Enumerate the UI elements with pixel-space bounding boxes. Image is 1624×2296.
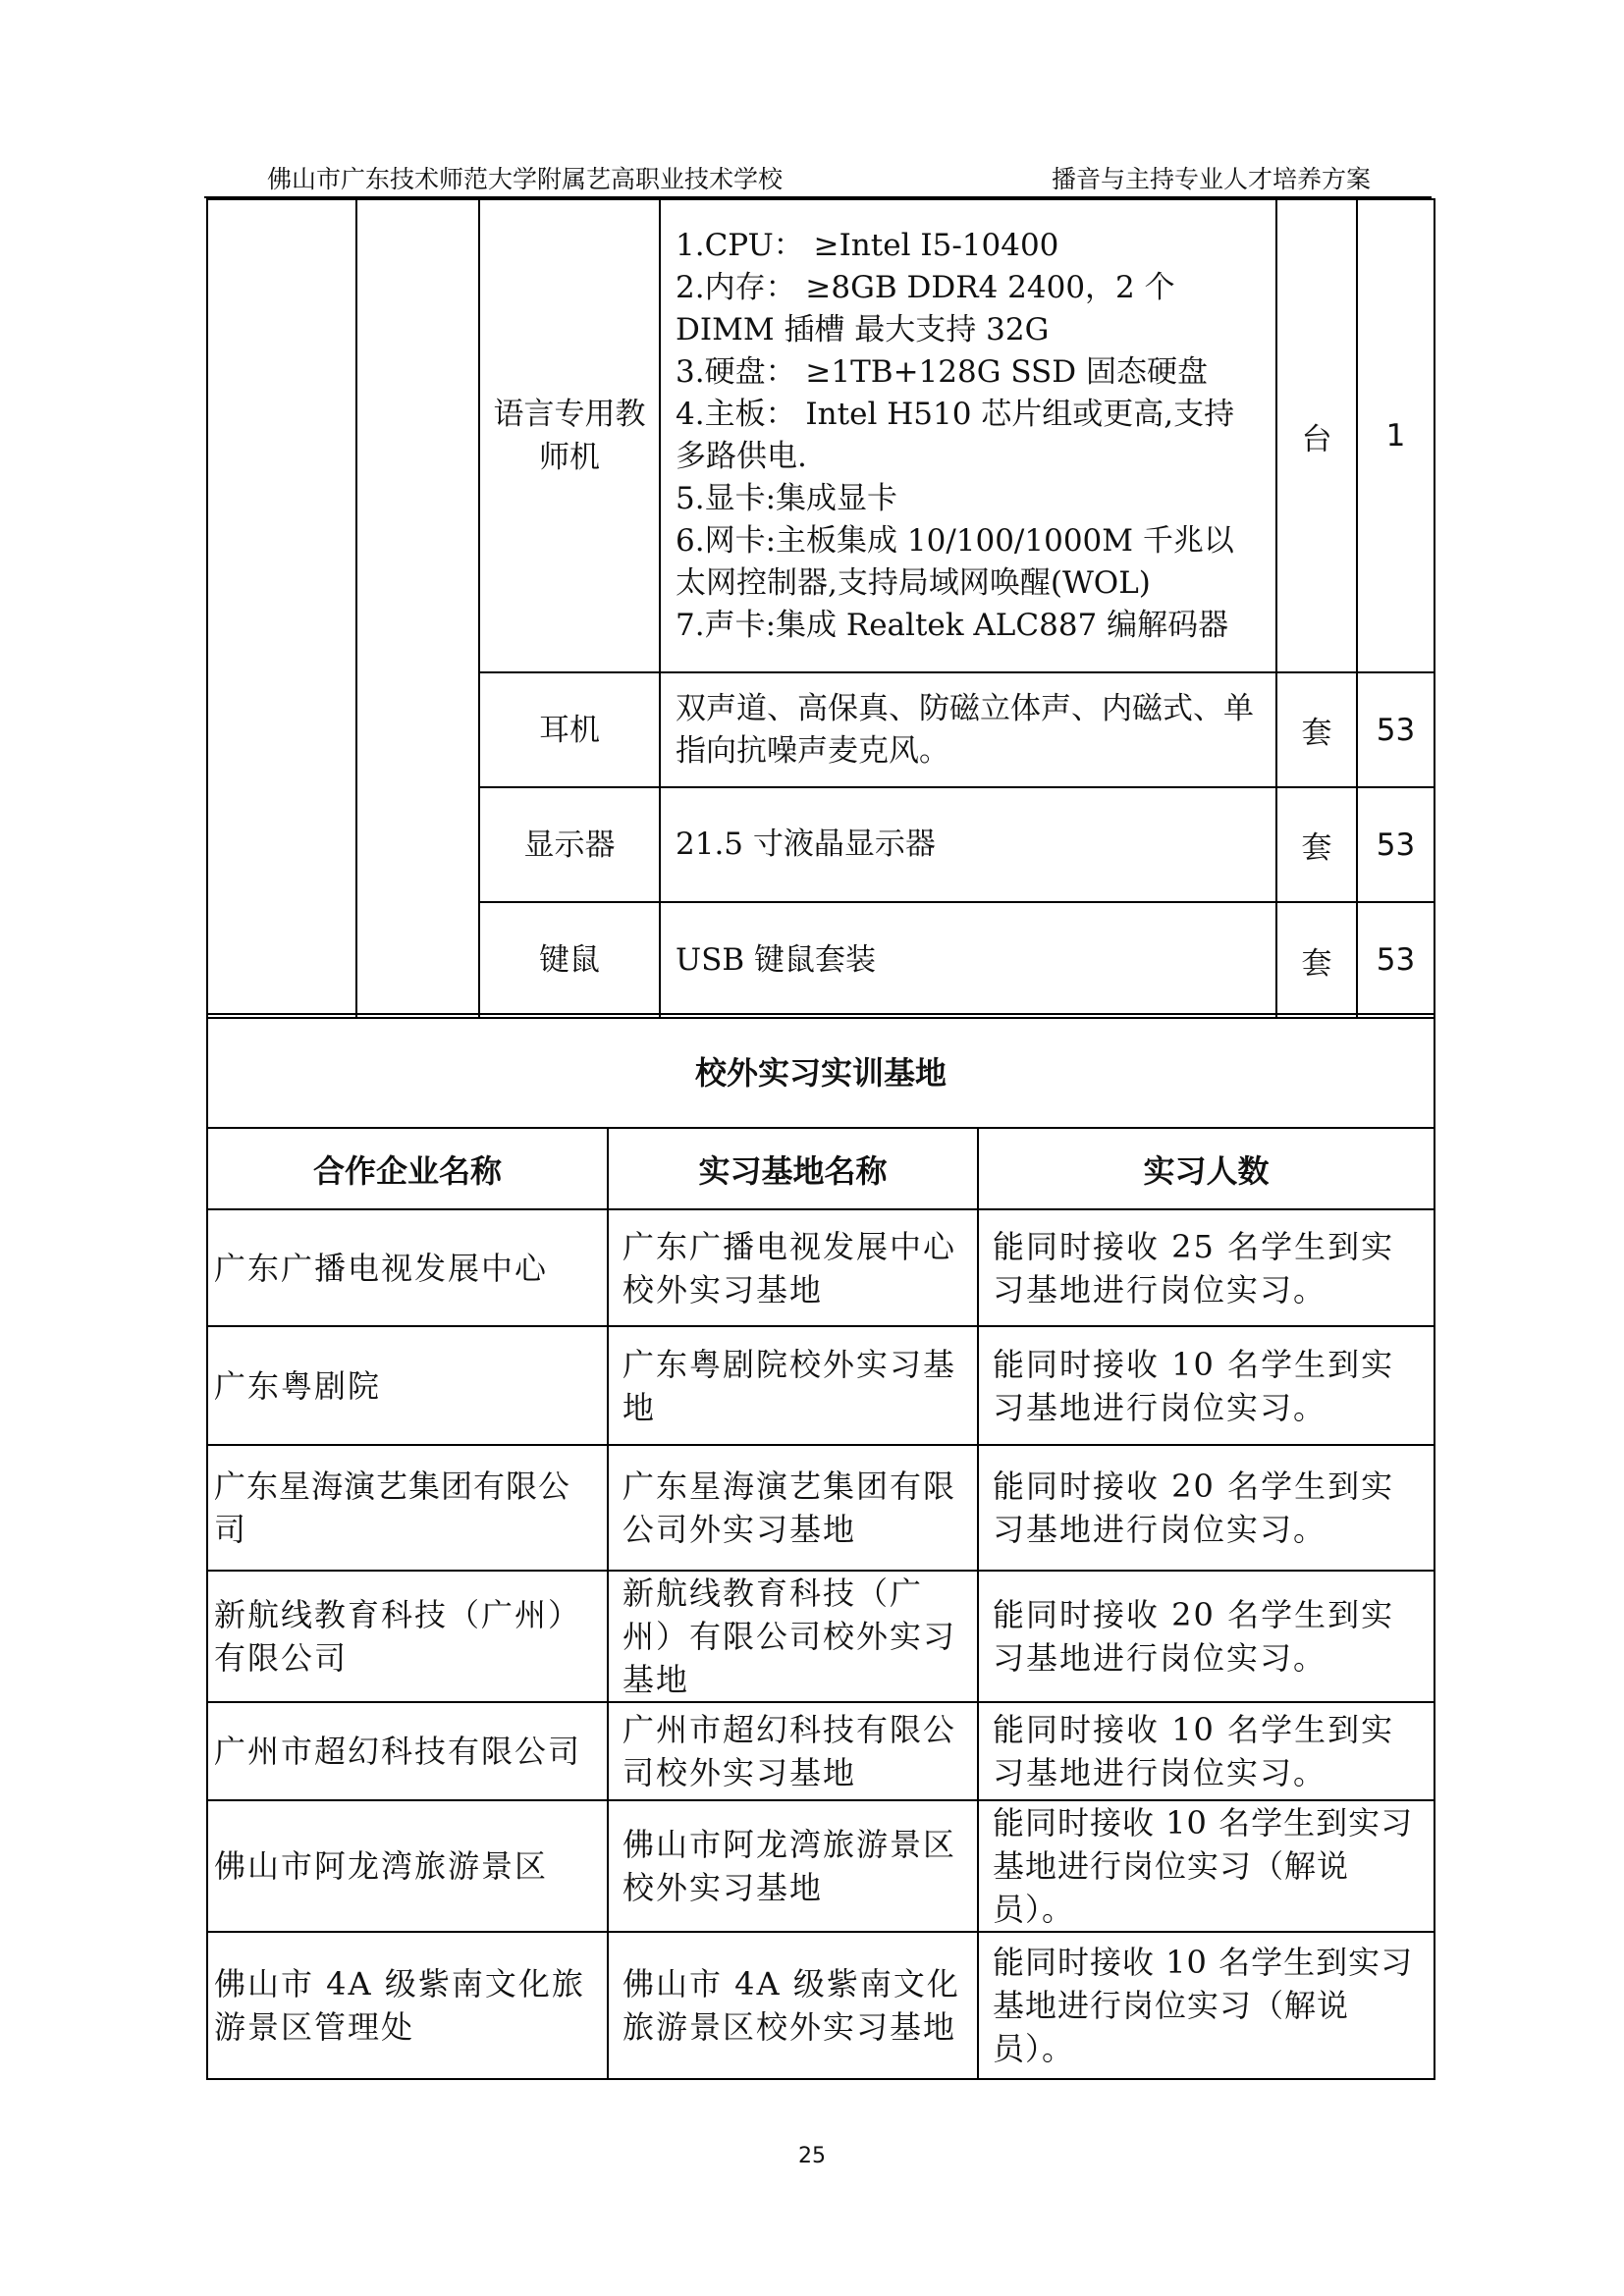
table-header-row <box>207 1128 1435 1209</box>
company-name: 广东广播电视发展中心 <box>207 1209 608 1326</box>
company-name: 佛山市阿龙湾旅游景区 <box>207 1800 608 1932</box>
equipment-qty: 53 <box>1357 902 1435 1018</box>
company-name: 佛山市 4A 级紫南文化旅游景区管理处 <box>207 1932 608 2079</box>
intern-capacity: 能同时接收 10 名学生到实习基地进行岗位实习。 <box>978 1702 1435 1800</box>
intern-capacity: 能同时接收 10 名学生到实习基地进行岗位实习（解说员）。 <box>978 1800 1435 1932</box>
equipment-unit: 台 <box>1276 199 1357 672</box>
equipment-unit: 套 <box>1276 787 1357 902</box>
column-header: 实习人数 <box>978 1128 1435 1209</box>
equipment-spec: 双声道、高保真、防磁立体声、内磁式、单指向抗噪声麦克风。 <box>660 672 1276 787</box>
spec-line: 4.主板： Intel H510 芯片组或更高,支持多路供电. <box>676 397 1235 474</box>
column-header: 实习基地名称 <box>608 1128 978 1209</box>
spec-line: 6.网卡:主板集成 10/100/1000M 千兆以太网控制器,支持局域网唤醒(WOL) <box>676 523 1234 601</box>
company-name: 广州市超幻科技有限公司 <box>207 1702 608 1800</box>
company-name: 广东星海演艺集团有限公司 <box>207 1445 608 1571</box>
equipment-spec: 21.5 寸液晶显示器 <box>660 787 1276 902</box>
base-name: 广东粤剧院校外实习基地 <box>608 1326 978 1445</box>
spec-line: 3.硬盘： ≥1TB+128G SSD 固态硬盘 <box>676 354 1208 390</box>
spec-line: 5.显卡:集成显卡 <box>676 481 898 516</box>
base-name: 广州市超幻科技有限公司校外实习基地 <box>608 1702 978 1800</box>
table-row <box>207 199 1435 672</box>
intern-capacity: 能同时接收 10 名学生到实习基地进行岗位实习（解说员）。 <box>978 1932 1435 2079</box>
table-row <box>207 1702 1435 1800</box>
table-row <box>207 1445 1435 1571</box>
spec-line: 2.内存： ≥8GB DDR4 2400，2 个 DIMM 插槽 最大支持 32G <box>676 270 1175 347</box>
equipment-qty: 1 <box>1357 199 1435 672</box>
equipment-unit: 套 <box>1276 902 1357 1018</box>
equipment-qty: 53 <box>1357 672 1435 787</box>
base-name: 广东广播电视发展中心校外实习基地 <box>608 1209 978 1326</box>
equipment-table <box>206 198 1435 1019</box>
intern-capacity: 能同时接收 20 名学生到实习基地进行岗位实习。 <box>978 1445 1435 1571</box>
equipment-unit: 套 <box>1276 672 1357 787</box>
table-row <box>207 1571 1435 1702</box>
equipment-name: 键鼠 <box>479 902 660 1018</box>
internship-base-table <box>206 1013 1435 2080</box>
spec-line: 1.CPU： ≥Intel I5-10400 <box>676 228 1059 263</box>
header-document-title: 播音与主持专业人才培养方案 <box>1051 165 1371 193</box>
spec-line: 7.声卡:集成 Realtek ALC887 编解码器 <box>676 608 1229 643</box>
equipment-name: 耳机 <box>479 672 660 787</box>
table-row <box>207 1932 1435 2079</box>
table-row <box>207 1800 1435 1932</box>
intern-capacity: 能同时接收 20 名学生到实习基地进行岗位实习。 <box>978 1571 1435 1702</box>
equipment-qty: 53 <box>1357 787 1435 902</box>
base-name: 新航线教育科技（广州）有限公司校外实习基地 <box>608 1571 978 1702</box>
company-name: 新航线教育科技（广州）有限公司 <box>207 1571 608 1702</box>
intern-capacity: 能同时接收 25 名学生到实习基地进行岗位实习。 <box>978 1209 1435 1326</box>
table-row <box>207 1209 1435 1326</box>
base-name: 佛山市 4A 级紫南文化旅游景区校外实习基地 <box>608 1932 978 2079</box>
base-name: 广东星海演艺集团有限公司外实习基地 <box>608 1445 978 1571</box>
equipment-name: 语言专用教师机 <box>479 199 660 672</box>
section-title: 校外实习实训基地 <box>207 1014 1435 1128</box>
table-row <box>207 1014 1435 1128</box>
column-header: 合作企业名称 <box>207 1128 608 1209</box>
equipment-spec <box>660 199 1276 672</box>
company-name: 广东粤剧院 <box>207 1326 608 1445</box>
page-number: 25 <box>798 2144 826 2168</box>
intern-capacity: 能同时接收 10 名学生到实习基地进行岗位实习。 <box>978 1326 1435 1445</box>
base-name: 佛山市阿龙湾旅游景区校外实习基地 <box>608 1800 978 1932</box>
table-row <box>207 1326 1435 1445</box>
header-school-name: 佛山市广东技术师范大学附属艺高职业技术学校 <box>267 165 784 193</box>
merged-empty-cell <box>356 199 479 1018</box>
equipment-spec: USB 键鼠套装 <box>660 902 1276 1018</box>
merged-empty-cell <box>207 199 356 1018</box>
equipment-name: 显示器 <box>479 787 660 902</box>
